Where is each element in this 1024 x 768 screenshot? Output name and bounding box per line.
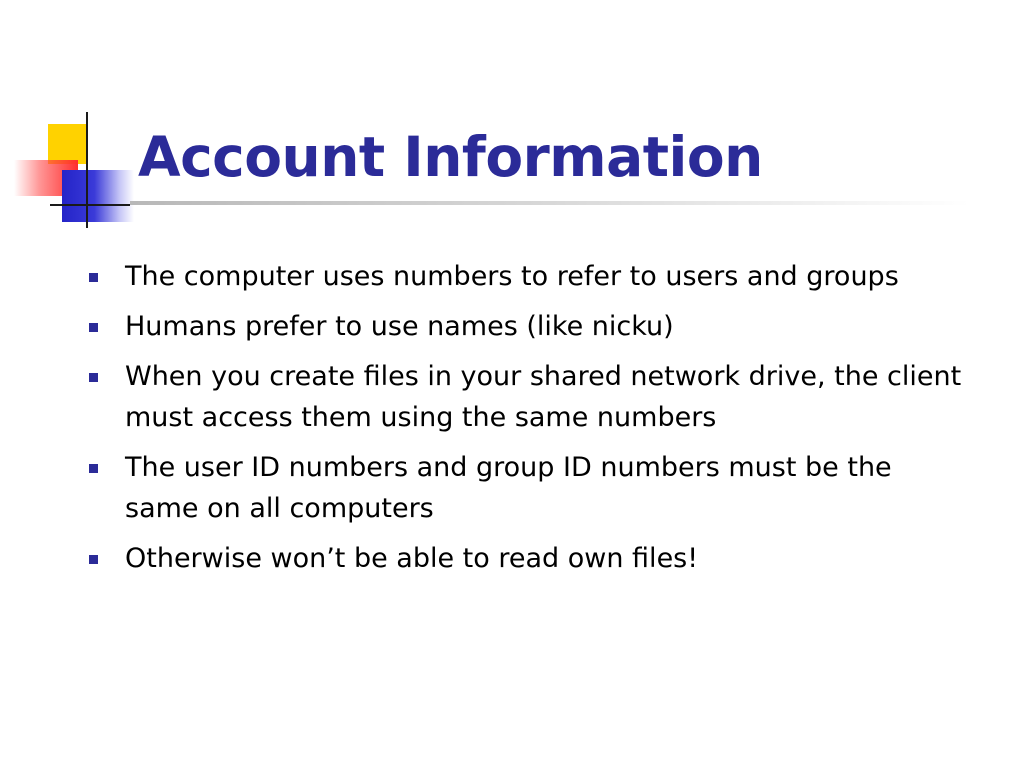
decorative-blue-square bbox=[62, 170, 134, 222]
title-underline bbox=[130, 201, 970, 205]
bullet-item bbox=[88, 447, 968, 529]
slide-title: Account Information bbox=[138, 125, 763, 189]
bullet-list bbox=[88, 256, 968, 588]
bullet-item bbox=[88, 306, 968, 347]
bullet-item bbox=[88, 256, 968, 297]
bullet-text: The user ID numbers and group ID numbers must be the same on all computers bbox=[125, 452, 892, 524]
bullet-square-icon bbox=[89, 273, 98, 282]
bullet-text: The computer uses numbers to refer to users and groups bbox=[125, 261, 899, 292]
bullet-text: Otherwise won’t be able to read own files! bbox=[125, 543, 699, 574]
decorative-yellow-square bbox=[48, 124, 88, 164]
bullet-item bbox=[88, 538, 968, 579]
bullet-square-icon bbox=[89, 555, 98, 564]
bullet-square-icon bbox=[89, 464, 98, 473]
bullet-text: When you create files in your shared network drive, the client must access them using the same numbers bbox=[125, 361, 962, 433]
bullet-square-icon bbox=[89, 373, 98, 382]
decorative-horizontal-line bbox=[50, 204, 130, 206]
decorative-vertical-line bbox=[86, 112, 88, 228]
bullet-text: Humans prefer to use names (like nicku) bbox=[125, 311, 674, 342]
bullet-square-icon bbox=[89, 323, 98, 332]
bullet-item bbox=[88, 356, 968, 438]
